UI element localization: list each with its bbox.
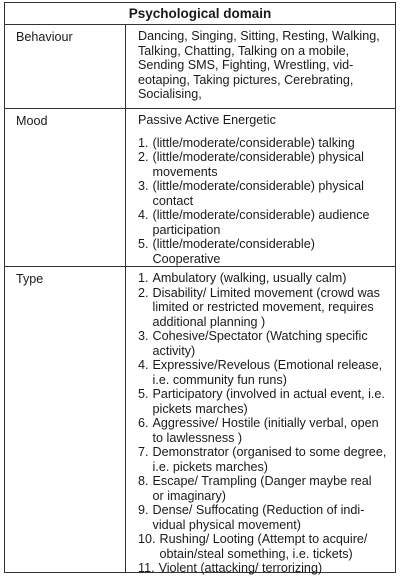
mood-list (138, 136, 389, 267)
list-item (138, 271, 389, 286)
list-text: i.e. community fun runs) (152, 372, 287, 387)
list-number: 11. (138, 561, 155, 575)
list-number: 5. (138, 387, 149, 401)
list-item (138, 416, 389, 445)
list-item (138, 387, 389, 416)
list-number: 4. (138, 208, 149, 222)
mood-label: Mood (5, 109, 126, 266)
list-item (138, 358, 389, 387)
list-item (138, 286, 389, 330)
list-number: 6. (138, 416, 149, 430)
table-title: Psychological domain (5, 3, 395, 25)
list-number: 3. (138, 179, 149, 193)
list-text: vidual physical movement) (152, 517, 301, 532)
behaviour-line: Talking, Chatting, Talking on a mobile, (138, 43, 350, 58)
list-text: Aggressive/ Hostile (initially verbal, open (152, 416, 379, 430)
list-text: additional planning ) (152, 314, 266, 329)
list-item (138, 179, 389, 208)
list-item (138, 237, 389, 266)
list-item (138, 136, 389, 151)
list-text: Participatory (involved in actual event, i.e. (152, 387, 385, 401)
list-text: movements (152, 164, 218, 179)
list-number: 1. (138, 271, 149, 285)
type-row (5, 267, 395, 575)
type-list (138, 271, 389, 576)
list-item (138, 474, 389, 503)
list-text: or imaginary) (152, 488, 226, 503)
list-text: Rushing/ Looting (Attempt to acquire/ (159, 532, 368, 546)
behaviour-line: Sending SMS, Fighting, Wrestling, vid- (138, 58, 354, 72)
list-text: Expressive/Revelous (Emotional release, (152, 358, 383, 372)
list-number: 9. (138, 503, 149, 517)
list-text: (little/moderate/considerable) audience (152, 208, 370, 222)
list-text: pickets marches) (152, 401, 248, 416)
list-text: Disability/ Limited movement (crowd was (152, 285, 380, 300)
behaviour-content (126, 25, 395, 108)
list-number: 4. (138, 358, 149, 372)
list-text: (little/moderate/considerable) physical (152, 179, 364, 193)
list-item (138, 532, 389, 561)
mood-content (126, 109, 395, 266)
behaviour-line: Socialising, (138, 87, 202, 101)
behaviour-label: Behaviour (5, 25, 126, 108)
list-number: 2. (138, 150, 149, 164)
list-text: to lawlessness ) (152, 430, 243, 445)
list-text: Ambulatory (walking, usually calm) (152, 271, 347, 285)
behaviour-row (5, 25, 395, 109)
list-text: Escape/ Trampling (Danger maybe real (152, 474, 372, 488)
mood-row (5, 109, 395, 267)
type-content (126, 267, 395, 575)
list-text: limited or restricted movement, requires (152, 300, 374, 314)
list-text: participation (152, 222, 221, 237)
list-text: Cooperative (152, 251, 221, 266)
list-text: (little/moderate/considerable) physical (152, 150, 364, 164)
list-text: (little/moderate/considerable) (152, 237, 315, 251)
list-item (138, 445, 389, 474)
list-number: 2. (138, 285, 149, 300)
list-text: Demonstrator (organised to some degree, (152, 445, 387, 459)
list-text: i.e. pickets marches) (152, 459, 268, 474)
list-number: 7. (138, 445, 149, 459)
list-item (138, 329, 389, 358)
list-number: 1. (138, 135, 149, 150)
behaviour-line: Dancing, Singing, Sitting, Resting, Walking, (138, 29, 380, 43)
list-item (138, 208, 389, 237)
psychological-domain-table (4, 2, 396, 573)
list-text: (little/moderate/considerable) talking (152, 135, 355, 150)
list-number: 10. (138, 532, 156, 546)
list-text: Dense/ Suffocating (Reduction of indi- (152, 503, 365, 517)
list-text: Violent (attacking/ terrorizing) (158, 561, 323, 575)
behaviour-line: eotaping, Taking pictures, Cerebrating, (138, 72, 354, 87)
mood-intro: Passive Active Energetic (138, 113, 276, 127)
list-number: 3. (138, 329, 149, 343)
list-number: 5. (138, 237, 149, 251)
list-item (138, 503, 389, 532)
list-number: 8. (138, 474, 149, 488)
list-item (138, 561, 389, 576)
list-text: contact (152, 193, 194, 208)
list-item (138, 150, 389, 179)
list-text: obtain/steal something, i.e. tickets) (159, 546, 353, 561)
list-text: Cohesive/Spectator (Watching specific (152, 329, 368, 343)
type-label: Type (5, 267, 126, 572)
list-text: activity) (152, 343, 196, 358)
